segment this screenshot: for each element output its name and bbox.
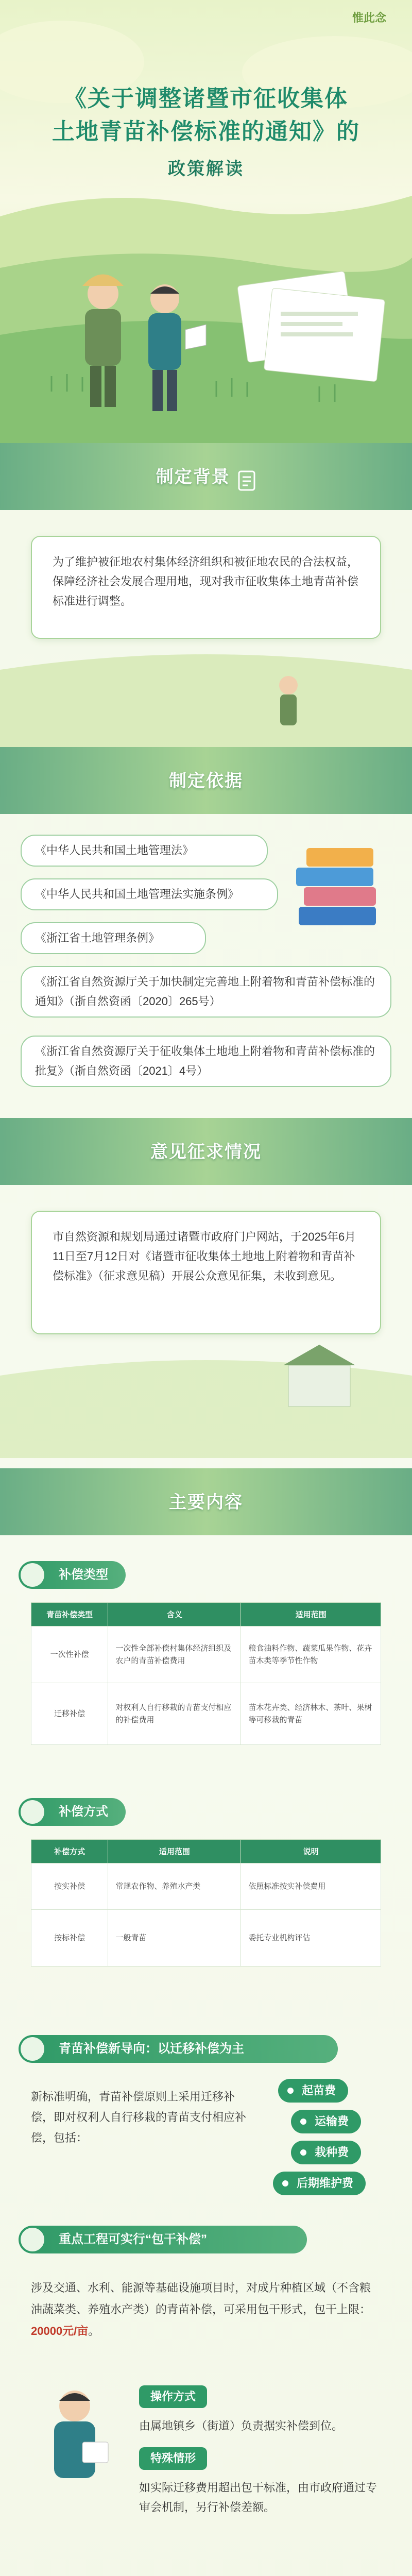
checklist-icon xyxy=(21,2228,44,2251)
types-table xyxy=(31,1602,381,1745)
tag-maintenance-fee: 后期维护费 xyxy=(273,2172,366,2195)
methods-heading: 补偿方式 xyxy=(19,1798,126,1826)
village-illustration xyxy=(0,1334,412,1458)
special-text: 如实际迁移费用超出包干标准，由市政府通过专审会机制，另行补偿差额。 xyxy=(139,2481,377,2514)
background-card xyxy=(31,536,381,639)
basis-item-2: 《中华人民共和国土地管理法实施条例》 xyxy=(21,878,278,910)
section-title-basis: 制定依据 xyxy=(169,771,243,791)
tag-planting-fee: 栽种费 xyxy=(291,2141,361,2164)
title-line-2: 土地青苗补偿标准的通知》的 xyxy=(52,118,360,145)
methods-table xyxy=(31,1839,381,1967)
opinion-card xyxy=(31,1211,381,1334)
opinion-text: 市自然资源和规划局通过诸暨市政府门户网站，于2025年6月11日至7月12日对《诸暨市征收集体土地地上附着物和青苗补偿标准》（征求意见稿）开展公众意见征集，未收到意见。 xyxy=(53,1230,356,1282)
package-limit: 20000元/亩 xyxy=(31,2325,89,2337)
table-header-row: 补偿方式 适用范围 说明 xyxy=(31,1840,381,1863)
farmers-illustration xyxy=(0,222,412,443)
tag-icon xyxy=(21,1800,44,1824)
document-icon xyxy=(237,470,256,492)
tag-transport-fee: 运输费 xyxy=(291,2110,361,2133)
section-title-opinion: 意见征求情况 xyxy=(150,1142,262,1162)
basis-item-3: 《浙江省土地管理条例》 xyxy=(21,922,206,954)
tag-seedling-fee: 起苗费 xyxy=(278,2079,348,2103)
table-row: 一次性补偿 一次性全部补偿村集体经济组织及农户的青苗补偿费用 粮食油料作物、蔬菜瓜果作物、花卉苗木类等季节性作物 xyxy=(31,1626,381,1683)
package-text: 涉及交通、水利、能源等基础设施项目时，对成片种植区域（不含粮油蔬菜类、养殖水产类）的青苗补偿，可采用包干形式，包干上限：20000元/亩。 xyxy=(31,2281,371,2337)
guide-text: 新标准明确，青苗补偿原则上采用迁移补偿，即对权利人自行移栽的青苗支付相应补偿，包括： xyxy=(31,2090,247,2144)
basis-item-4: 《浙江省自然资源厅关于加快制定完善地上附着物和青苗补偿标准的通知》（浙自然资函〔2020〕265号） xyxy=(21,966,391,1018)
package-heading: 重点工程可实行“包干补偿” xyxy=(19,2226,307,2253)
guide-heading: 青苗补偿新导向：以迁移补偿为主 xyxy=(19,2035,338,2063)
special-heading: 特殊情形 xyxy=(139,2447,207,2470)
fields-illustration xyxy=(0,639,412,747)
logo-text: 惟此念 xyxy=(352,11,386,25)
table-row: 迁移补偿 对权利人自行移栽的青苗支付相应的补偿费用 苗木花卉类、经济林木、茶叶、果树等可移栽的青苗 xyxy=(31,1683,381,1745)
official-illustration xyxy=(31,2380,118,2504)
table-row: 按标补偿 一般青苗 委托专业机构评估 xyxy=(31,1910,381,1967)
books-icon xyxy=(288,835,381,938)
basis-item-1: 《中华人民共和国土地管理法》 xyxy=(21,835,268,867)
table-header-row: 青苗补偿类型 含义 适用范围 xyxy=(31,1603,381,1626)
background-text: 为了维护被征地农村集体经济组织和被征地农民的合法权益，保障经济社会发展合理用地，现对我市征收集体土地青苗补偿标准进行调整。 xyxy=(53,555,359,607)
types-heading: 补偿类型 xyxy=(19,1561,126,1589)
section-title-content: 主要内容 xyxy=(169,1493,243,1512)
chat-icon xyxy=(21,1563,44,1587)
operation-text: 由属地镇乡（街道）负责据实补偿到位。 xyxy=(139,2419,344,2432)
page-subtitle: 政策解读 xyxy=(168,159,244,179)
hero-banner xyxy=(0,0,412,443)
title-line-1: 《关于调整诸暨市征收集体 xyxy=(64,86,348,112)
basis-item-5: 《浙江省自然资源厅关于征收集体土地地上附着物和青苗补偿标准的批复》（浙自然资函〔2021〕4号） xyxy=(21,1036,391,1087)
section-title-background: 制定背景 xyxy=(0,463,412,492)
operation-heading: 操作方式 xyxy=(139,2385,207,2408)
table-row: 按实补偿 常规农作物、养殖水产类 依照标准按实补偿费用 xyxy=(31,1863,381,1910)
app-logo xyxy=(341,9,398,35)
leaf-icon xyxy=(21,2037,44,2061)
page-title xyxy=(21,82,391,148)
